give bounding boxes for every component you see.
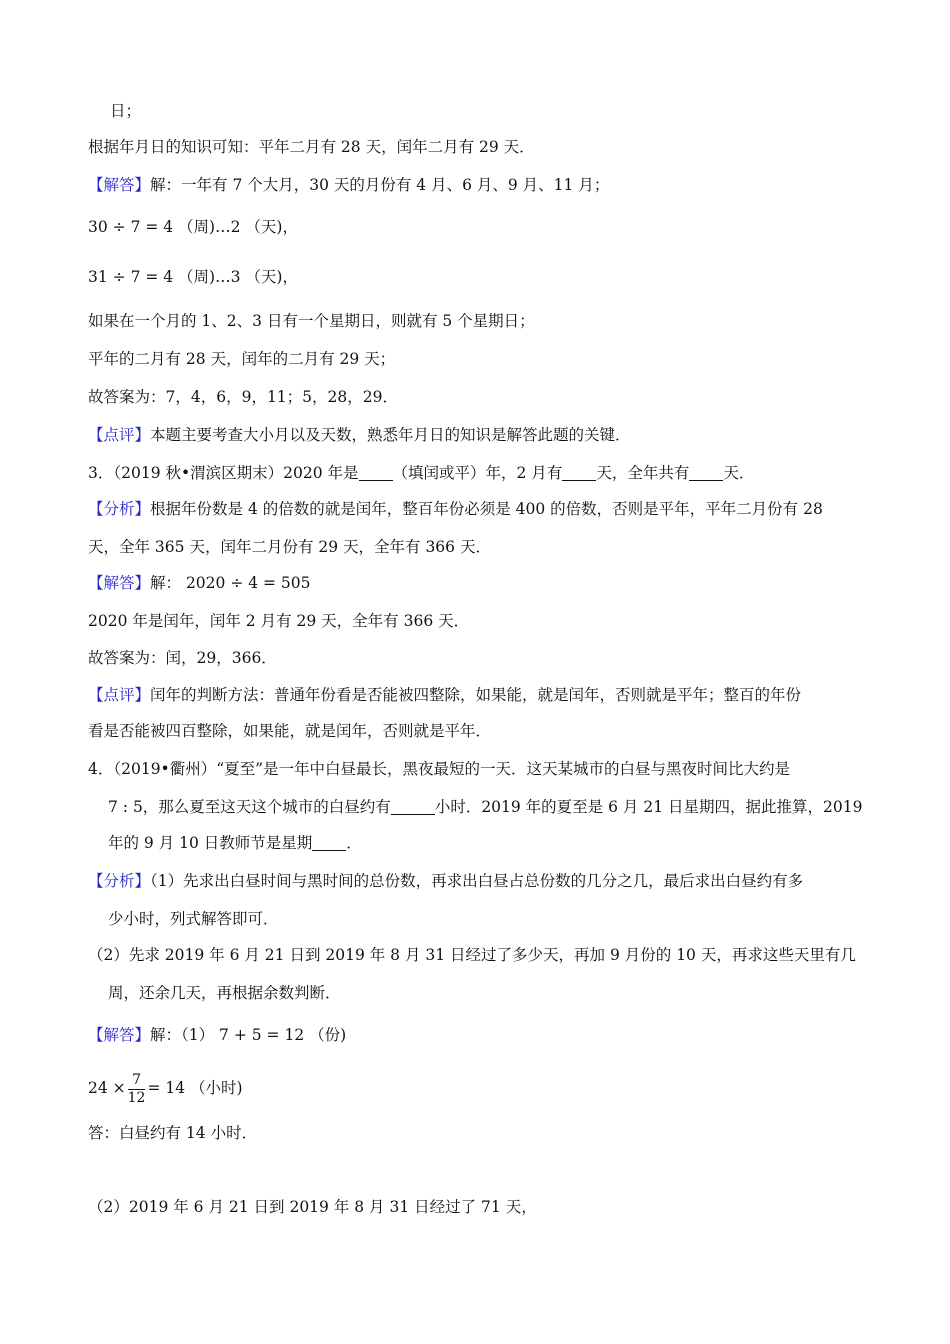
answer-line: 【解答】解：（1） 7 + 5 = 12 （份) [88,1026,347,1044]
calc-line: 30 ÷ 7 = 4 （周)…2 （天)， [88,218,298,236]
text-line: 故答案为：7，4，6，9，11；5，28，29． [88,388,398,406]
fraction [128,1072,146,1107]
question-4: 4．（2019•衢州）“夏至”是一年中白昼最长，黑夜最短的一天．这天某城市的白昼与黑夜时间比大约是 [88,760,791,778]
comment-tag: 【点评】 [88,686,151,704]
answer-blank[interactable] [359,464,393,481]
comment-line: 看是否能被四百整除，如果能，就是闰年，否则就是平年． [88,722,492,740]
answer-line: 【解答】解： 2020 ÷ 4 = 505 [88,574,311,592]
comment-tag: 【点评】 [88,426,151,444]
answer-text: 解：一年有 7 个大月，30 天的月份有 4 月、6 月、9 月、11 月； [150,176,610,194]
question-3: 3．（2019 秋•渭滨区期末）2020 年是 （填闰或平）年，2 月有 天，全年共有 天． [88,464,755,482]
analysis-tag: 【分析】 [88,500,151,518]
text-line: 日； [110,102,142,120]
fraction-calc-line: 24 × $\frac{7}{12}$ = 14 （小时) [88,1071,243,1106]
text-line: 根据年月日的知识可知：平年二月有 28 天，闰年二月有 29 天． [88,138,535,156]
answer-tag: 【解答】 [88,574,151,592]
calc-line: 31 ÷ 7 = 4 （周)…3 （天)， [88,268,298,286]
answer-line [88,174,864,196]
comment-line: 【点评】闰年的判断方法：普通年份看是否能被四整除，如果能，就是闰年，否则就是平年；整百的年份 [88,686,802,704]
answer-tag: 【解答】 [88,1026,151,1044]
answer-blank[interactable] [391,798,435,815]
question-4-line: 年的 9 月 10 日教师节是星期 ． [108,834,362,852]
fraction-numerator: 7 [128,1072,146,1090]
answer-blank[interactable] [312,834,346,851]
analysis-line: 少小时，列式解答即可． [108,910,279,928]
text-line: 故答案为：闰，29，366． [88,649,277,667]
analysis-line: （2）先求 2019 年 6 月 21 日到 2019 年 8 月 31 日经过了多少天，再加 9 月份的 10 天，再求这些天里有几 [88,946,856,964]
analysis-line: 天，全年 365 天，闰年二月份有 29 天，全年有 366 天． [88,538,491,556]
answer-blank[interactable] [689,464,723,481]
answer-tag: 【解答】 [88,176,151,194]
text-line: （2）2019 年 6 月 21 日到 2019 年 8 月 31 日经过了 71 天， [88,1198,537,1216]
answer-blank[interactable] [562,464,596,481]
analysis-line: 【分析】根据年份数是 4 的倍数的就是闰年，整百年份必须是 400 的倍数，否则是平年，平年二月份有 28 [88,500,823,518]
analysis-tag: 【分析】 [88,872,151,890]
analysis-line: 【分析】（1）先求出白昼时间与黑时间的总份数，再求出白昼占总份数的几分之几，最后求出白昼约有多 [88,872,804,890]
text-line: 答：白昼约有 14 小时． [88,1124,258,1142]
text-line: 2020 年是闰年，闰年 2 月有 29 天，全年有 366 天． [88,612,470,630]
text-line: 如果在一个月的 1、2、3 日有一个星期日，则就有 5 个星期日； [88,312,535,330]
comment-text: 本题主要考查大小月以及天数，熟悉年月日的知识是解答此题的关键． [150,426,631,444]
comment-line [88,424,864,446]
analysis-line: 周，还余几天，再根据余数判断． [108,984,341,1002]
text-line: 平年的二月有 28 天，闰年的二月有 29 天； [88,350,396,368]
fraction-denominator: 12 [127,1089,146,1106]
question-4-line: 7 : 5，那么夏至这天这个城市的白昼约有 小时．2019 年的夏至是 6 月 21 日星期四，据此推算，2019 [108,798,863,816]
